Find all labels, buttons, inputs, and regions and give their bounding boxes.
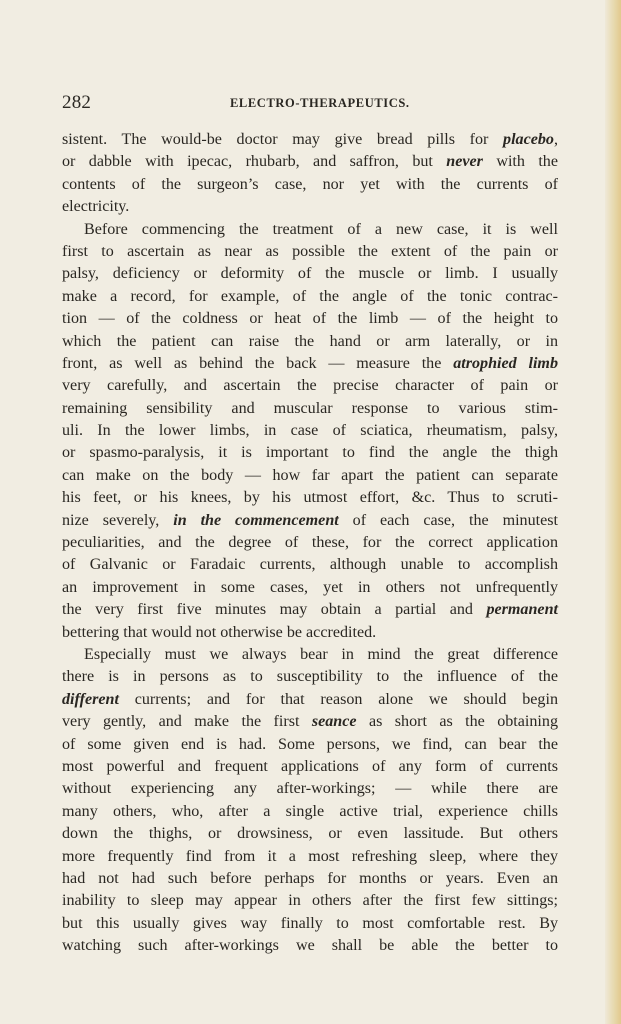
- text-line: [62, 734, 558, 756]
- text-run: the very first five minutes may obtain a partial and: [62, 601, 487, 619]
- page-header: [62, 92, 562, 112]
- text-line: [62, 196, 558, 218]
- body-text: [62, 129, 558, 957]
- text-line: [62, 935, 558, 957]
- text-line: [62, 890, 558, 912]
- text-line: [62, 622, 558, 644]
- italic-run: different: [62, 690, 119, 708]
- text-run: front, as well as behind the back — measure the: [62, 354, 454, 372]
- text-run: nize severely,: [62, 511, 174, 529]
- italic-run: placebo: [503, 131, 554, 148]
- text-run: of Galvanic or Faradaic currents, although unable to accomplish: [62, 556, 558, 574]
- text-run: with the: [482, 153, 558, 171]
- text-run: first to ascertain as near as possible the extent of the pain or: [62, 242, 558, 260]
- text-run: Before commencing the treatment of a new case, it is well: [84, 220, 558, 238]
- text-line: [62, 487, 558, 509]
- text-line: [62, 420, 558, 442]
- text-line: [62, 398, 558, 420]
- text-run: electricity.: [62, 198, 130, 216]
- text-line: [62, 465, 558, 487]
- text-run: down the thighs, or drowsiness, or even lassitude. But others: [62, 825, 558, 843]
- text-run: remaining sensibility and muscular response to various stim-: [62, 399, 558, 417]
- text-run: watching such after-workings we shall be able the better to: [62, 937, 558, 955]
- text-line: [62, 868, 558, 890]
- text-run: of some given end is had. Some persons, we find, can bear the: [62, 735, 558, 753]
- text-line: [62, 263, 558, 285]
- text-line: [62, 219, 558, 241]
- text-run: which the patient can raise the hand or arm laterally, or in: [62, 332, 558, 350]
- text-run: without experiencing any after-workings; — while there are: [62, 780, 558, 798]
- text-line: [62, 375, 558, 397]
- text-run: had not had such before perhaps for months or years. Even an: [62, 869, 558, 887]
- italic-run: atrophied limb: [453, 354, 558, 372]
- text-run: many others, who, after a single active trial, experience chills: [62, 802, 558, 820]
- text-run: bettering that would not otherwise be accredited.: [62, 623, 377, 641]
- text-line: [62, 711, 558, 733]
- text-line: [62, 308, 558, 330]
- text-line: [62, 577, 558, 599]
- text-run: can make on the body — how far apart the patient can separate: [62, 466, 558, 484]
- italic-run: permanent: [486, 601, 558, 619]
- running-head: ELECTRO-THERAPEUTICS.: [230, 96, 410, 110]
- text-line: [62, 510, 558, 532]
- text-line: [62, 756, 558, 778]
- text-line: [62, 151, 558, 173]
- page-number: 282: [62, 92, 92, 113]
- text-run: Especially must we always bear in mind the great difference: [84, 645, 558, 663]
- text-run: but this usually gives way finally to most comfortable rest. By: [62, 914, 558, 932]
- text-line: [62, 666, 558, 688]
- text-run: inability to sleep may appear in others after the first few sittings;: [62, 892, 558, 910]
- text-run: of each case, the minutest: [338, 511, 559, 529]
- text-line: [62, 241, 558, 263]
- text-line: [62, 801, 558, 823]
- text-line: [62, 331, 558, 353]
- text-run: contents of the surgeon’s case, nor yet with the currents of: [62, 175, 558, 193]
- text-line: [62, 644, 558, 666]
- text-run: very gently, and make the first: [62, 713, 312, 731]
- italic-run: in the commencement: [173, 511, 339, 529]
- text-run: most powerful and frequent applications of any form of currents: [62, 757, 558, 775]
- text-run: or dabble with ipecac, rhubarb, and saffron, but: [62, 153, 447, 171]
- text-run: tion — of the coldness or heat of the limb — of the height to: [62, 310, 558, 328]
- text-line: [62, 599, 558, 621]
- text-line: [62, 823, 558, 845]
- text-run: very carefully, and ascertain the precise character of pain or: [62, 377, 558, 395]
- text-run: there is in persons as to susceptibility to the influence of the: [62, 668, 558, 686]
- text-line: [62, 554, 558, 576]
- text-run: as short as the obtaining: [356, 713, 558, 731]
- text-run: peculiarities, and the degree of these, for the correct application: [62, 534, 558, 552]
- text-line: [62, 913, 558, 935]
- text-line: [62, 532, 558, 554]
- text-run: ,: [553, 131, 558, 148]
- text-line: [62, 846, 558, 868]
- text-run: or spasmo-paralysis, it is important to find the angle the thigh: [62, 444, 558, 462]
- text-line: [62, 286, 558, 308]
- page-edge: [605, 0, 621, 1024]
- text-run: uli. In the lower limbs, in case of sciatica, rheumatism, palsy,: [62, 422, 558, 440]
- italic-run: never: [446, 153, 483, 171]
- text-run: palsy, deficiency or deformity of the muscle or limb. I usually: [62, 265, 558, 283]
- text-line: [62, 778, 558, 800]
- text-line: [62, 129, 558, 151]
- text-run: sistent. The would-be doctor may give bread pills for: [62, 131, 504, 148]
- text-run: make a record, for example, of the angle of the tonic contrac-: [62, 287, 558, 305]
- text-run: his feet, or his knees, by his utmost effort, &c. Thus to scruti-: [62, 489, 558, 507]
- text-line: [62, 174, 558, 196]
- text-run: currents; and for that reason alone we should begin: [118, 690, 558, 708]
- text-line: [62, 442, 558, 464]
- text-run: an improvement in some cases, yet in others not unfrequently: [62, 578, 558, 596]
- italic-run: seance: [311, 713, 357, 731]
- text-line: [62, 353, 558, 375]
- text-line: [62, 689, 558, 711]
- text-run: more frequently find from it a most refreshing sleep, where they: [62, 847, 558, 865]
